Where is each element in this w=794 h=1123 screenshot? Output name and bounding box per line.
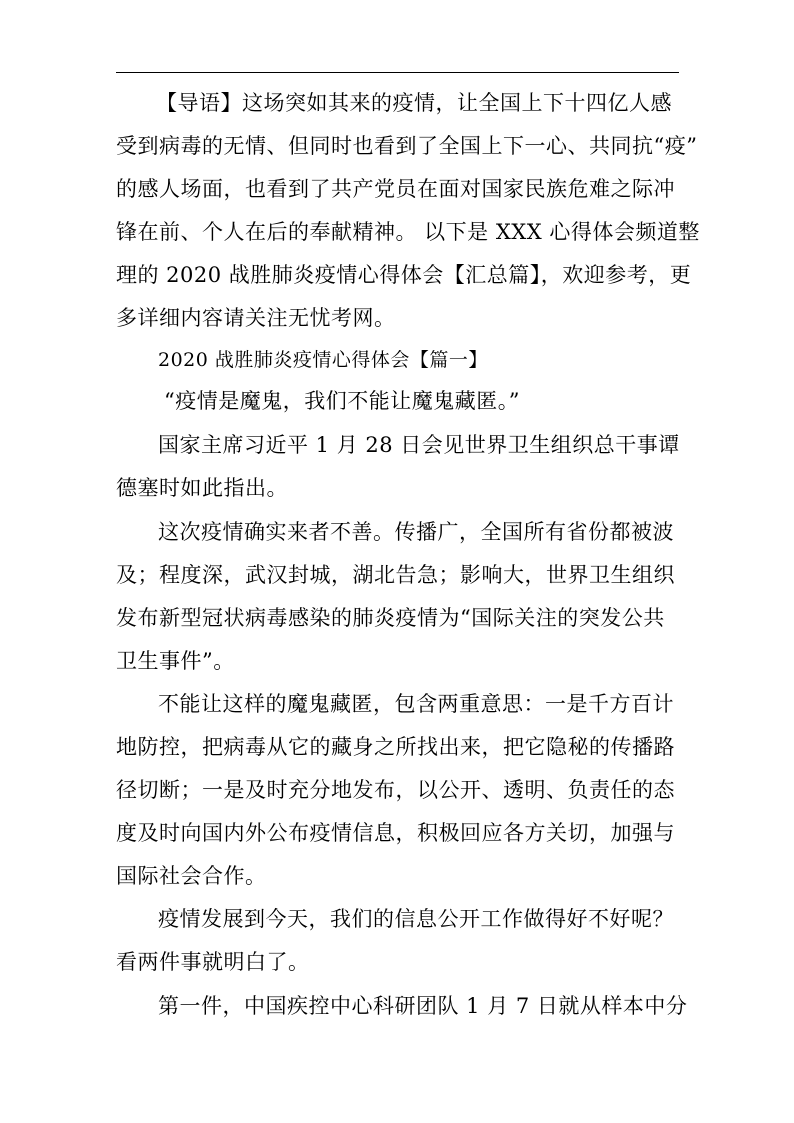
paragraph-line: 度及时向国内外公布疫情信息，积极回应各方关切，加强与 bbox=[116, 821, 675, 845]
paragraph-line: 第一件，中国疾控中心科研团队 1 月 7 日就从样本中分 bbox=[158, 994, 688, 1018]
intro-line: 的感人场面，也看到了共产党员在面对国家民族危难之际冲 bbox=[116, 177, 675, 201]
paragraph-line: 地防控，把病毒从它的藏身之所找出来，把它隐秘的传播路 bbox=[116, 735, 675, 759]
intro-line: 锋在前、个人在后的奉献精神。 以下是 XXX 心得体会频道整 bbox=[116, 220, 700, 244]
paragraph-line: 不能让这样的魔鬼藏匿，包含两重意思：一是千方百计 bbox=[158, 692, 674, 716]
intro-line: 理的 2020 战胜肺炎疫情心得体会【汇总篇】，欢迎参考，更 bbox=[116, 263, 692, 287]
paragraph-line: 德塞时如此指出。 bbox=[116, 476, 288, 500]
paragraph-line: 卫生事件”。 bbox=[116, 649, 235, 673]
paragraph-line: 发布新型冠状病毒感染的肺炎疫情为“国际关注的突发公共 bbox=[116, 606, 665, 630]
intro-line: 【导语】这场突如其来的疫情，让全国上下十四亿人感 bbox=[156, 91, 672, 115]
paragraph-line: 径切断；一是及时充分地发布，以公开、透明、负责任的态 bbox=[116, 778, 675, 802]
paragraph-line: 及；程度深，武汉封城，湖北告急；影响大，世界卫生组织 bbox=[116, 563, 675, 587]
paragraph-line: 国际社会合作。 bbox=[116, 864, 267, 888]
paragraph-line: 这次疫情确实来者不善。传播广，全国所有省份都被波 bbox=[158, 520, 674, 544]
section-title: 2020 战胜肺炎疫情心得体会【篇一】 bbox=[158, 349, 488, 371]
paragraph-line: 国家主席习近平 1 月 28 日会见世界卫生组织总干事谭 bbox=[158, 433, 680, 457]
paragraph-line: 看两件事就明白了。 bbox=[116, 950, 310, 974]
intro-line: 受到病毒的无情、但同时也看到了全国上下一心、共同抗“疫” bbox=[116, 134, 698, 158]
intro-line: 多详细内容请关注无忧考网。 bbox=[116, 306, 396, 330]
header-rule bbox=[116, 72, 679, 73]
paragraph-line: 疫情发展到今天，我们的信息公开工作做得好不好呢？ bbox=[158, 907, 674, 931]
quote: “疫情是魔鬼，我们不能让魔鬼藏匿。” bbox=[164, 389, 520, 413]
